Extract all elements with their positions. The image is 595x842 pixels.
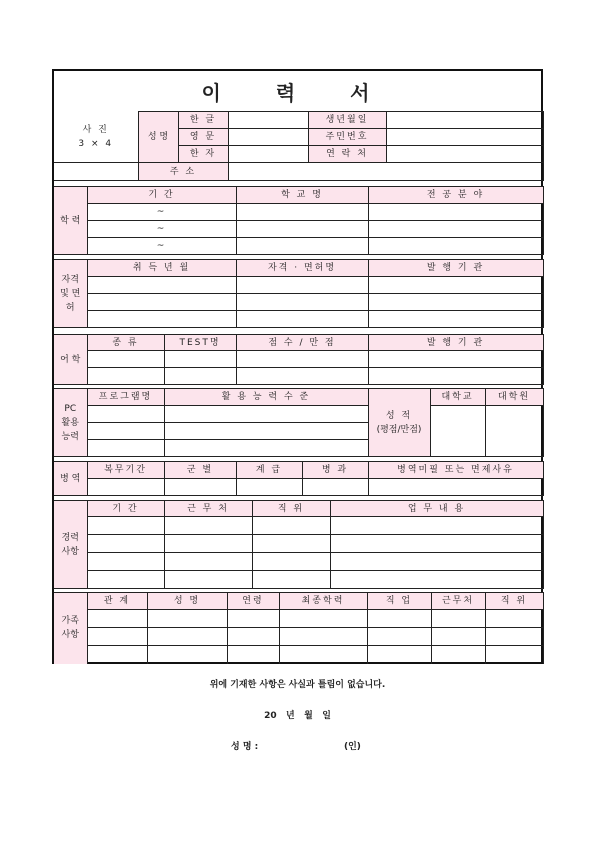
pc-level-field[interactable]: [164, 406, 368, 423]
family-header-education: 최종학력: [279, 593, 367, 610]
education-school-field[interactable]: [236, 221, 368, 238]
license-date-field[interactable]: [87, 311, 236, 328]
education-major-field[interactable]: [368, 238, 543, 255]
license-header-date: 취 득 년 월: [87, 260, 236, 277]
graduate-label: 대학원: [485, 389, 543, 406]
hanja-label: 한 자: [178, 146, 228, 163]
language-score-field[interactable]: [236, 351, 368, 368]
family-name-field[interactable]: [147, 610, 227, 628]
military-header-exemption: 병역미필 또는 면제사유: [368, 462, 543, 479]
language-issuer-field[interactable]: [368, 368, 543, 385]
address-label: 주 소: [138, 163, 228, 181]
address-field[interactable]: [228, 163, 543, 181]
photo-filler: [54, 163, 138, 181]
contact-field[interactable]: [386, 146, 543, 163]
resident-no-label: 주민번호: [308, 129, 386, 146]
military-rank-field[interactable]: [236, 479, 302, 496]
career-duties-field[interactable]: [330, 517, 543, 535]
language-header-test: TEST명: [164, 335, 236, 351]
contact-label: 연 락 처: [308, 146, 386, 163]
education-header-school: 학 교 명: [236, 187, 368, 204]
education-table: [54, 186, 544, 255]
pc-skills-table: [54, 388, 544, 457]
career-period-field[interactable]: [87, 571, 164, 589]
education-period-field[interactable]: ~: [87, 238, 236, 255]
family-age-field[interactable]: [227, 610, 279, 628]
career-position-field[interactable]: [252, 517, 330, 535]
signature-date: 20 년 월 일: [264, 711, 331, 721]
family-label: 가족 사항: [54, 593, 87, 664]
language-table: [54, 334, 544, 385]
photo-label: 사 진: [82, 124, 109, 135]
military-exemption-field[interactable]: [368, 479, 543, 496]
education-major-field[interactable]: [368, 221, 543, 238]
resume-title: 이 력 서: [201, 81, 394, 105]
career-period-field[interactable]: [87, 517, 164, 535]
photo-size: 3 × 4: [78, 138, 114, 149]
language-type-field[interactable]: [87, 368, 164, 385]
birth-label: 생년월일: [308, 112, 386, 129]
family-education-field[interactable]: [279, 646, 367, 664]
english-name-field[interactable]: [228, 129, 308, 146]
resume-form: [52, 69, 543, 664]
military-period-field[interactable]: [87, 479, 164, 496]
career-position-field[interactable]: [252, 553, 330, 571]
birth-field[interactable]: [386, 112, 543, 129]
military-branch-field[interactable]: [164, 479, 236, 496]
license-issuer-field[interactable]: [368, 294, 543, 311]
family-relation-field[interactable]: [87, 610, 147, 628]
signature-seal[interactable]: (인): [344, 742, 361, 752]
license-issuer-field[interactable]: [368, 277, 543, 294]
pc-label: PC 활용 능력: [54, 389, 87, 457]
family-header-age: 연령: [227, 593, 279, 610]
career-company-field[interactable]: [164, 553, 252, 571]
college-grade-field[interactable]: [430, 406, 485, 457]
language-issuer-field[interactable]: [368, 351, 543, 368]
family-position-field[interactable]: [485, 646, 543, 664]
career-company-field[interactable]: [164, 571, 252, 589]
pc-level-field[interactable]: [164, 440, 368, 457]
career-period-field[interactable]: [87, 553, 164, 571]
military-header-specialty: 병 과: [302, 462, 368, 479]
family-header-name: 성 명: [147, 593, 227, 610]
family-name-field[interactable]: [147, 646, 227, 664]
family-header-relation: 관 계: [87, 593, 147, 610]
education-header-period: 기 간: [87, 187, 236, 204]
hanja-name-field[interactable]: [228, 146, 308, 163]
education-period-field[interactable]: ~: [87, 221, 236, 238]
family-name-field[interactable]: [147, 628, 227, 646]
education-school-field[interactable]: [236, 204, 368, 221]
career-header-position: 직 위: [252, 501, 330, 517]
career-table: [54, 500, 544, 589]
pc-program-field[interactable]: [87, 440, 164, 457]
career-company-field[interactable]: [164, 517, 252, 535]
photo-box[interactable]: [54, 112, 138, 163]
career-period-field[interactable]: [87, 535, 164, 553]
signature-name-label: 성 명 :: [231, 742, 259, 752]
family-position-field[interactable]: [485, 610, 543, 628]
career-duties-field[interactable]: [330, 535, 543, 553]
military-specialty-field[interactable]: [302, 479, 368, 496]
education-school-field[interactable]: [236, 238, 368, 255]
grade-label: 성 적 (평점/만점): [368, 389, 430, 457]
career-label: 경력 사항: [54, 501, 87, 589]
license-name-field[interactable]: [236, 311, 368, 328]
family-job-field[interactable]: [367, 610, 431, 628]
language-label: 어 학: [54, 335, 87, 385]
family-job-field[interactable]: [367, 628, 431, 646]
career-header-duties: 업 무 내 용: [330, 501, 543, 517]
license-header-name: 자격 · 면허명: [236, 260, 368, 277]
career-duties-field[interactable]: [330, 553, 543, 571]
language-header-type: 종 류: [87, 335, 164, 351]
license-table: [54, 259, 544, 328]
language-header-issuer: 발 행 기 관: [368, 335, 543, 351]
language-score-field[interactable]: [236, 368, 368, 385]
pc-level-field[interactable]: [164, 423, 368, 440]
education-period-field[interactable]: ~: [87, 204, 236, 221]
hangul-label: 한 글: [178, 112, 228, 129]
pc-program-field[interactable]: [87, 406, 164, 423]
license-date-field[interactable]: [87, 277, 236, 294]
license-date-field[interactable]: [87, 294, 236, 311]
family-job-field[interactable]: [367, 646, 431, 664]
language-test-field[interactable]: [164, 351, 236, 368]
military-header-branch: 군 별: [164, 462, 236, 479]
military-header-rank: 계 급: [236, 462, 302, 479]
name-label: 성 명: [138, 112, 178, 163]
military-label: 병 역: [54, 462, 87, 496]
family-workplace-field[interactable]: [431, 628, 485, 646]
family-header-workplace: 근무처: [431, 593, 485, 610]
career-header-company: 근 무 처: [164, 501, 252, 517]
career-position-field[interactable]: [252, 535, 330, 553]
english-label: 영 문: [178, 129, 228, 146]
truth-statement: 위에 기재한 사항은 사실과 틀림이 없습니다.: [209, 680, 386, 690]
license-issuer-field[interactable]: [368, 311, 543, 328]
career-header-period: 기 간: [87, 501, 164, 517]
pc-header-level: 활 용 능 력 수 준: [164, 389, 368, 406]
license-name-field[interactable]: [236, 277, 368, 294]
family-position-field[interactable]: [485, 628, 543, 646]
personal-info-table: [54, 111, 544, 181]
hangul-name-field[interactable]: [228, 112, 308, 129]
pc-header-program: 프로그램명: [87, 389, 164, 406]
language-type-field[interactable]: [87, 351, 164, 368]
license-label: 자격 및 면허: [54, 260, 87, 328]
pc-program-field[interactable]: [87, 423, 164, 440]
college-label: 대학교: [430, 389, 485, 406]
family-relation-field[interactable]: [87, 628, 147, 646]
career-duties-field[interactable]: [330, 571, 543, 589]
education-label: 학 력: [54, 187, 87, 255]
education-header-major: 전 공 분 야: [368, 187, 543, 204]
family-education-field[interactable]: [279, 610, 367, 628]
family-relation-field[interactable]: [87, 646, 147, 664]
resident-no-field[interactable]: [386, 129, 543, 146]
military-header-period: 복무기간: [87, 462, 164, 479]
career-company-field[interactable]: [164, 535, 252, 553]
family-education-field[interactable]: [279, 628, 367, 646]
education-major-field[interactable]: [368, 204, 543, 221]
family-header-job: 직 업: [367, 593, 431, 610]
family-workplace-field[interactable]: [431, 610, 485, 628]
family-table: [54, 592, 544, 664]
career-position-field[interactable]: [252, 571, 330, 589]
language-test-field[interactable]: [164, 368, 236, 385]
license-header-issuer: 발 행 기 관: [368, 260, 543, 277]
language-header-score: 점 수 / 만 점: [236, 335, 368, 351]
graduate-grade-field[interactable]: [485, 406, 543, 457]
family-workplace-field[interactable]: [431, 646, 485, 664]
military-table: [54, 461, 544, 496]
license-name-field[interactable]: [236, 294, 368, 311]
family-header-position: 직 위: [485, 593, 543, 610]
family-age-field[interactable]: [227, 628, 279, 646]
family-age-field[interactable]: [227, 646, 279, 664]
